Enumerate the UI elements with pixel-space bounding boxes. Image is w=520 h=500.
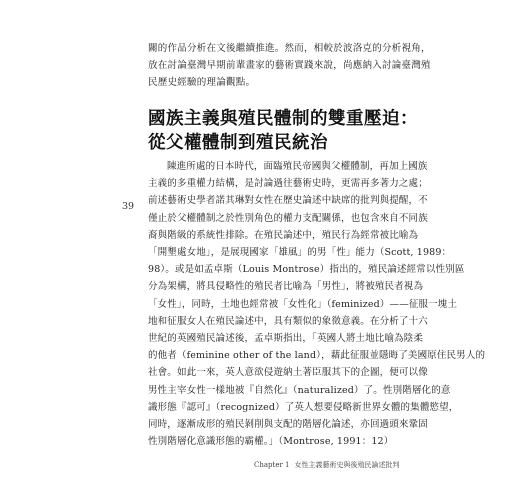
text-line: 性別階層化意識形態的霸權。」（Montrose, 1991：12） [148,436,394,448]
text-line: 社會。如此一來，英人意欲侵遊納土著臣服其下的企圖，便可以像 [148,367,428,379]
text-line: 前述藝術史學者諾其琳對女性在歷史論述中缺席的批判與提醒，不 [148,195,428,207]
text-line: 分為架構，將具侵略性的殖民者比喻為「男性」，將被殖民者視為 [148,281,424,293]
text-line: 男性主宰女性一樣地被『自然化』（naturalized）了。性別階層化的意 [148,384,451,396]
text-line: 98）。或是如孟卓斯（Louis Montrose）指出的，殖民論述經常以性別區 [148,264,465,276]
text-line: 放在討論臺灣早期前輩畫家的藝術實踐來說，尚應納入討論臺灣殖 [148,60,431,72]
text-line: 主義的多重權力結構，是討論過往藝術史時，更需再多著力之處； [148,178,428,190]
running-footer [254,460,424,470]
section-heading-line: 國族主義與殖民體制的雙重壓迫： [148,109,418,129]
page-number: 39 [122,201,135,212]
footer-chapter: Chapter 1 [254,461,290,469]
text-line: 民歷史經驗的理論觀點。 [148,77,256,89]
text-line: 的他者（feminine other of the land），藉此征服並隱晦了美國原住民男人的 [148,350,486,362]
text-line: 地和征服女人在殖民論述中，具有類似的象徵意義。在分析了十六 [148,315,428,327]
footer-title: 女性主義藝術史與後殖民論述批判 [294,461,400,469]
text-line: 裔與階級的系統性排除。在殖民論述中，殖民行為經常被比喻為 [148,229,419,241]
text-line: 世紀的英國殖民論述後，孟卓斯指出，「英國人將土地比喻為陰柔 [148,333,424,345]
text-line: 「開墾處女地」，是展現國家「雄風」的男「性」能力（Scott, 1989： [148,247,452,259]
text-line: 識形態『認可』（recognized）了英人想要侵略新世界女體的集體慾望， [148,401,459,413]
text-line: 同時，逐漸成形的殖民剝削與支配的階層化論述，亦回過頭來鞏固 [148,419,428,431]
section-heading [148,107,418,155]
text-line: 陳進所處的日本時代，面臨殖民帝國與父權體制，再加上國族 [167,161,428,172]
section-heading-line: 從父權體制到殖民統治 [148,133,328,153]
text-line: 僅止於父權體制之於性別角色的權力支配關係，也包含來自不同族 [148,212,428,224]
body-paragraph [148,158,486,450]
text-line: 關的作品分析在文後繼續推進。然而，相較於波洛克的分析視角， [148,43,431,54]
intro-paragraph [148,40,431,92]
text-line: 「女性」，同時，土地也經常被「女性化」（feminized）——征服一塊土 [148,298,458,310]
